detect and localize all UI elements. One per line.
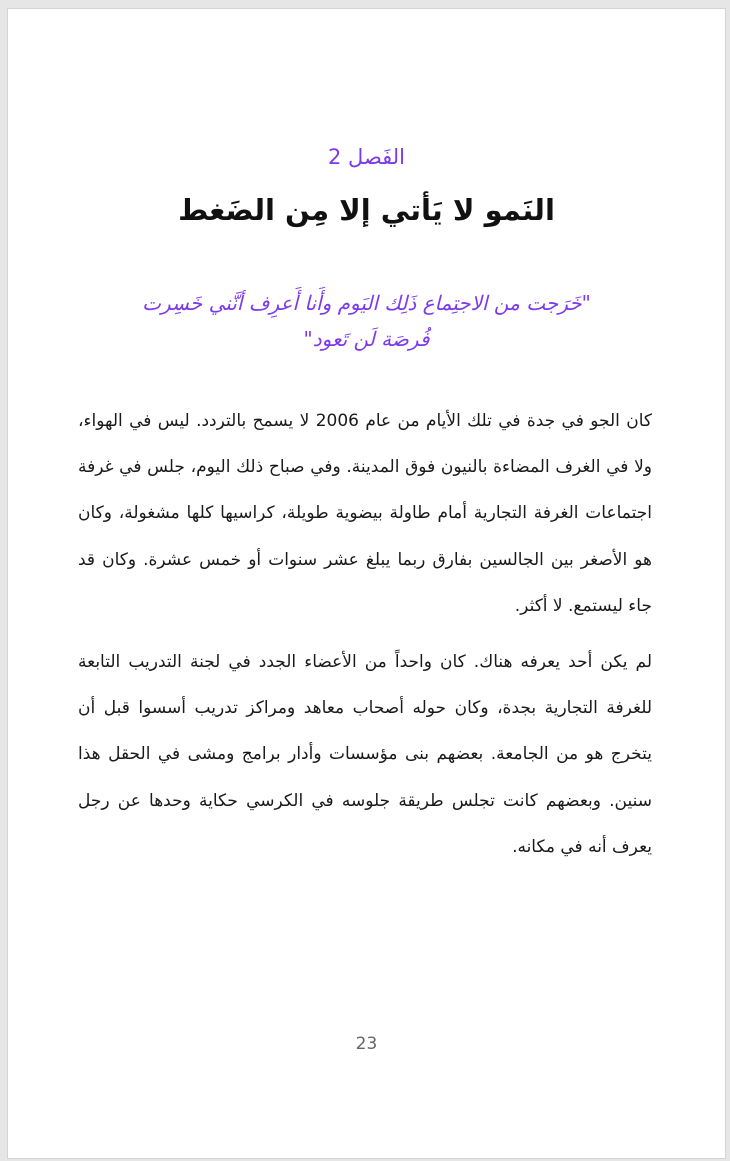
page-number: 23 bbox=[355, 1034, 378, 1054]
paragraph: كان الجو في جدة في تلك الأيام من عام 2006 لا يسمح بالتردد. ليس في الهواء، ولا في الغرف المضاءة بالنيون فوق المدينة. وفي صباح ذلك اليوم، جلس في غرفة اجتماعات الغرفة التجارية أمام طاولة بيضوية طويلة، كراسيها كلها مشغولة، وكان هو الأصغر بين الجالسين بفارق ربما يبلغ عشر سنوات أو خمس عشرة. وكان قد جاء ليستمع. لا أكثر. bbox=[78, 411, 652, 616]
chapter-title: النَمو لا يَأتي إلا مِن الضَغط bbox=[178, 193, 555, 227]
chapter-label: الفَصل 2 bbox=[327, 145, 406, 169]
book-page bbox=[8, 9, 725, 1158]
chapter-body bbox=[78, 398, 652, 880]
paragraph: لم يكن أحد يعرفه هناك. كان واحداً من الأعضاء الجدد في لجنة التدريب التابعة للغرفة التجارية بجدة، وكان حوله أصحاب معاهد ومراكز تدريب أسسوا قبل أن يتخرج هو من الجامعة. بعضهم بنى مؤسسات وأدار برامج ومشى في الحقل هذا سنين. وبعضهم كانت تجلس طريقة جلوسه في الكرسي حكاية وحدها عن رجل يعرف أنه في مكانه. bbox=[78, 652, 652, 857]
epigraph-quote: "خَرَجت من الاجتِماع ذَلِك اليَوم وأَنا أَعرِف أنَّني خَسِرت فُرصَة لَن تَعود" bbox=[142, 291, 591, 351]
